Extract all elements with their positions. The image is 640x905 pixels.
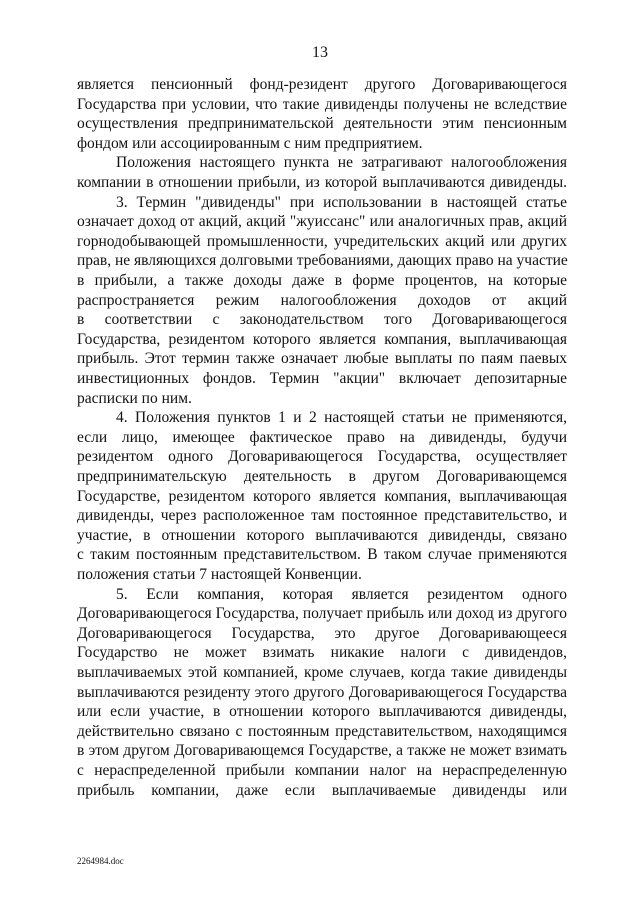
text-line: если лицо, имеющее фактическое право на дивиденды, будучи <box>77 429 567 446</box>
text-line: Договаривающегося Государства, это другое Договаривающееся <box>77 625 567 642</box>
text-line: 4. Положения пунктов 1 и 2 настоящей статьи не применяются, <box>116 409 567 426</box>
text-line: действительно связано с постоянным представительством, находящимся <box>77 723 567 740</box>
text-line: Государства, резидентом которого является компания, выплачивающая <box>77 331 567 348</box>
text-line: осуществления предпринимательской деятельности этим пенсионным <box>77 115 567 132</box>
text-line: в этом другом Договаривающемся Государстве, а также не может взимать <box>77 742 567 759</box>
text-line: в прибыли, а также доходы даже в форме процентов, на которые <box>77 272 567 289</box>
text-line: Положения настоящего пункта не затрагивают налогообложения <box>116 154 567 171</box>
text-line: предпринимательскую деятельность в другом Договаривающемся <box>77 468 567 485</box>
text-line: инвестиционных фондов. Термин "акции" включает депозитарные <box>77 370 567 387</box>
text-line: прибыль. Этот термин также означает любые выплаты по паям паевых <box>77 350 567 367</box>
text-line: дивиденды, через расположенное там постоянное представительство, и <box>77 507 567 524</box>
text-line: Государстве, резидентом которого является компания, выплачивающая <box>77 488 567 505</box>
text-line: прав, не являющихся долговыми требованиями, дающих право на участие <box>77 252 568 269</box>
text-line: расписки по ним. <box>77 390 192 407</box>
text-line: с нераспределенной прибыли компании налог на нераспределенную <box>77 762 567 779</box>
text-line: или если участие, в отношении которого выплачиваются дивиденды, <box>77 703 567 720</box>
text-line: является пенсионный фонд-резидент другого Договаривающегося <box>77 76 567 93</box>
text-line: участие, в отношении которого выплачиваются дивиденды, связано <box>77 527 567 544</box>
text-line: выплачиваемых этой компанией, кроме случаев, когда такие дивиденды <box>77 664 567 681</box>
text-line: 3. Термин "дивиденды" при использовании в настоящей статье <box>116 194 567 211</box>
text-line: Государства при условии, что такие дивиденды получены не вследствие <box>77 96 567 113</box>
text-line: Договаривающегося Государства, получает прибыль или доход из другого <box>77 605 567 622</box>
text-line: компании в отношении прибыли, из которой выплачиваются дивиденды. <box>77 174 567 191</box>
text-line: выплачиваются резиденту этого другого Договаривающегося Государства <box>77 684 567 701</box>
footer-filename: 2264984.doc <box>77 856 124 866</box>
text-line: прибыль компании, даже если выплачиваемые дивиденды или <box>77 782 567 799</box>
text-line: 5. Если компания, которая является резидентом одного <box>116 586 567 603</box>
text-line: Государство не может взимать никакие налоги с дивидендов, <box>77 644 567 661</box>
text-line: фондом или ассоциированным с ним предприятием. <box>77 135 423 152</box>
text-line: распространяется режим налогообложения доходов от акций <box>77 292 567 309</box>
text-line: означает доход от акций, акций "жуиссанс" или аналогичных прав, акций <box>77 213 567 230</box>
text-line: резидентом одного Договаривающегося Государства, осуществляет <box>77 448 567 465</box>
text-line: горнодобывающей промышленности, учредительских акций или других <box>77 233 567 250</box>
page-number: 13 <box>312 44 328 61</box>
text-line: с таким постоянным представительством. В таком случае применяются <box>77 546 567 563</box>
text-line: положения статьи 7 настоящей Конвенции. <box>77 566 362 583</box>
text-line: в соответствии с законодательством того Договаривающегося <box>77 311 567 328</box>
